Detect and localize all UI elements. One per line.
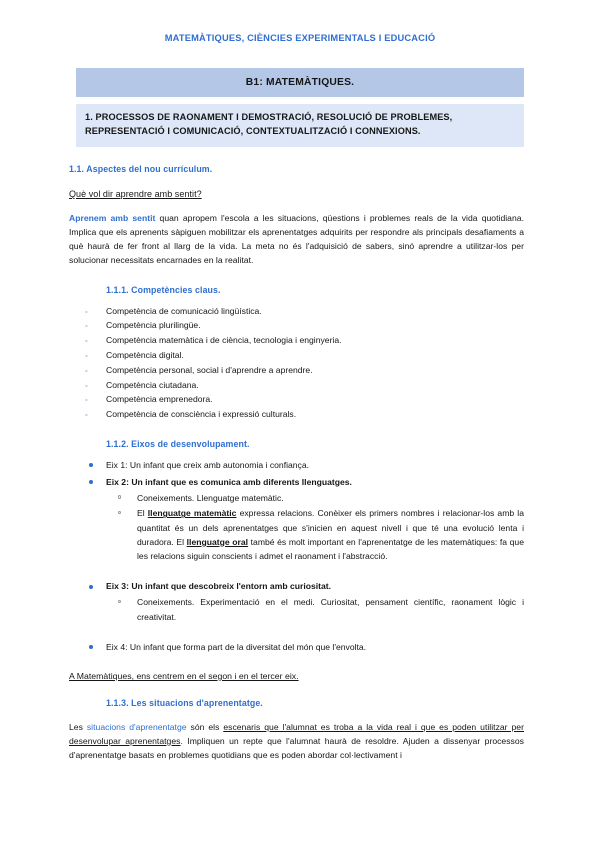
eix-3-sublist (106, 595, 524, 624)
list-item: - Competència digital. (69, 348, 524, 363)
eixos-list-last (69, 640, 524, 655)
heading-1-1: 1.1. Aspectes del nou currículum. (69, 163, 213, 174)
sit-text-c: . Impliquen un repte que l'alumnat haurà de resoldre. Ajuden a dissenyar processos d'aprenentatge basats en problemes quotidians que es poden abordar col·lectivament i (69, 735, 524, 760)
list-item (106, 506, 524, 563)
heading-1-1-2: 1.1.2. Eixos de desenvolupament. (106, 438, 250, 449)
eix-2-label: Eix 2: Un infant que es comunica amb diferents llenguatges. (106, 476, 352, 487)
term-llenguatge-oral: llenguatge oral (186, 536, 249, 547)
list-item: - Competència matemàtica i de ciència, tecnologia i enginyeria. (69, 333, 524, 348)
situations-paragraph (69, 721, 524, 763)
eix-3-label: Eix 3: Un infant que descobreix l'entorn amb curiositat. (106, 581, 332, 592)
list-item: - Competència de comunicació lingüística. (69, 304, 524, 319)
eixos-list (69, 458, 524, 563)
focus-note: A Matemàtiques, ens centrem en el segon i en el tercer eix. (69, 670, 299, 681)
list-item: Coneixements. Llenguatge matemàtic. (106, 491, 524, 505)
list-item: - Competència plurilingüe. (69, 318, 524, 333)
sub-text-b: expressa relacions. Conèixer els primers nombres i relacionar-los amb la quantitat és un dels aprenentatges que s'inicien en aquest nivell i que té una evolució lenta i duradora. El (137, 508, 524, 547)
heading-1-1-1: 1.1.1. Competències claus. (106, 284, 221, 295)
list-item: Coneixements. Experimentació en el medi. Curiositat, pensament científic, raonament lògic i creativitat. (106, 595, 524, 624)
list-item: - Competència de consciència i expressió culturals. (69, 407, 524, 422)
intro-paragraph (69, 212, 524, 268)
list-item: - Competència ciutadana. (69, 378, 524, 393)
intro-highlight: Aprenem amb sentit (69, 212, 156, 223)
term-llenguatge-matematic: llenguatge matemàtic (147, 508, 237, 519)
main-title-banner: B1: MATEMÀTIQUES. (76, 68, 524, 97)
document-body (69, 164, 524, 763)
list-item: - Competència emprenedora. (69, 392, 524, 407)
sit-text-b: són els (186, 721, 224, 732)
eix-2-sublist (106, 491, 524, 563)
competences-list (69, 304, 524, 422)
list-item-eix-1: Eix 1: Un infant que creix amb autonomia i confiança. (69, 458, 524, 473)
sub-text-a: El (137, 508, 148, 519)
list-item: - Competència personal, social i d'aprendre a aprendre. (69, 363, 524, 378)
sit-underlined-definition: escenaris que l'alumnat es troba a la vida real i que es poden utilitzar per desenvolupar aprenentatges (69, 721, 524, 746)
list-spacer (69, 563, 524, 570)
intro-rest: quan apropem l'escola a les situacions, qüestions i problemes reals de la vida quotidiana. Implica que els aprenents sàpiguen mobilitzar els aprenentatges adquirits per respondre als principals desafiaments a què haurà de fer front al llarg de la vida. La meta no és l'adquisició de sabers, sinó aprendre a utilitzar-los per solucionar necessitats encarnades en la realitat. (69, 212, 524, 265)
sub-text-c: també és molt important en l'aprenentatge de les matemàtiques: fa que les relacions siguin conscients i admet el raonament i l'abstracció. (137, 536, 524, 562)
list-item-eix-3 (69, 579, 524, 624)
list-item-eix-4: Eix 4: Un infant que forma part de la diversitat del món que l'envolta. (69, 640, 524, 655)
heading-1-1-3: 1.1.3. Les situacions d'aprenentatge. (106, 697, 263, 708)
banner-group (76, 68, 524, 147)
eixos-list-continued (69, 579, 524, 624)
list-spacer-2 (69, 624, 524, 631)
list-item-eix-2 (69, 475, 524, 563)
term-situacions-aprenentatge: situacions d'aprenentatge (86, 721, 187, 732)
running-header: MATEMÀTIQUES, CIÈNCIES EXPERIMENTALS I EDUCACIÓ (164, 33, 436, 43)
sit-text-a: Les (69, 721, 87, 732)
section-title-banner: 1. PROCESSOS DE RAONAMENT I DEMOSTRACIÓ, RESOLUCIÓ DE PROBLEMES, REPRESENTACIÓ I COMUNICACIÓ, CONTEXTUALITZACIÓ I CONNEXIONS. (76, 104, 524, 147)
heading-question: Què vol dir aprendre amb sentit? (69, 188, 202, 199)
